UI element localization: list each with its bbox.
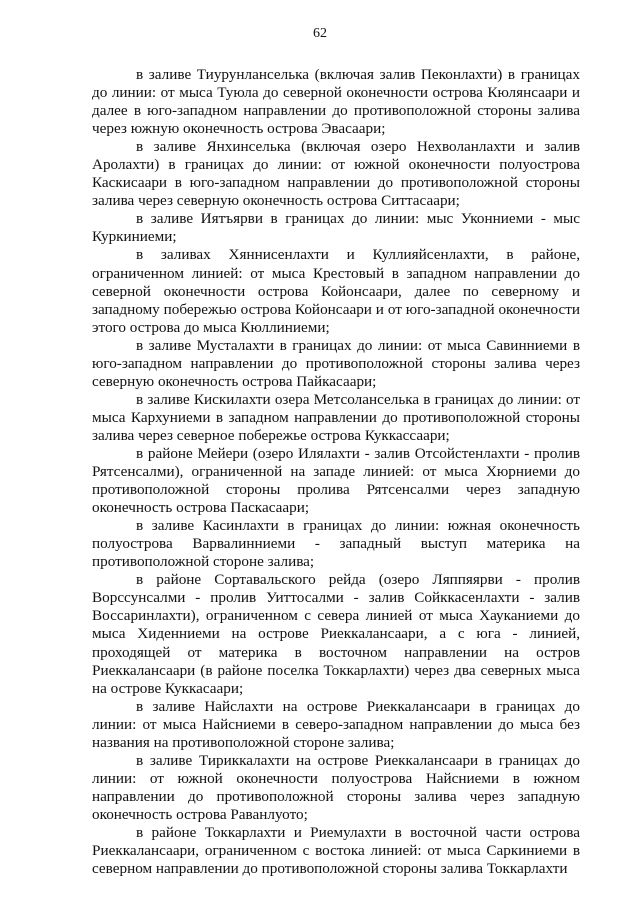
paragraph: в районе Мейери (озеро Илялахти - залив Отсойстенлахти - пролив Рятсенсалми), ограниченной на западе линией: от мыса Хюрниеми до противоположной стороны пролива Рятсенсалми через западную оконечность острова Паскасаари; <box>92 444 580 517</box>
paragraph: в районе Токкарлахти и Риемулахти в восточной части острова Риеккалансаари, ограниченном с востока линией: от мыса Саркиниеми в северном направлении до противоположной стороны залива Токкарлахти <box>92 823 580 878</box>
paragraph: в заливе Янхинселька (включая озеро Нехволанлахти и залив Аролахти) в границах до линии: от южной оконечности полуострова Каскисаари в юго-западном направлении до противоположной стороны залива через северную оконечность острова Ситтасаари; <box>92 138 580 210</box>
page-number: 62 <box>313 26 327 41</box>
paragraph: в заливе Иятъярви в границах до линии: мыс Уконниеми - мыс Куркиниеми; <box>92 210 580 246</box>
paragraph: в районе Сортавальского рейда (озеро Ляппяярви - пролив Ворссунсалми - пролив Уиттосалми - залив Сойккасенлахти - залив Воссаринлахти), ограниченном с севера линией от мыса Хауканиеми до мыса Хиденниеми на острове Риеккалансаари, а с юга - линией, проходящей от материка в восточном направлении на остров Риеккалансаари (в районе поселка Токкарлахти) через два северных мыса на острове Куккасаари; <box>92 571 580 697</box>
paragraph: в заливе Найслахти на острове Риеккалансаари в границах до линии: от мыса Найсниеми в северо-западном направлении до мыса без названия на противоположной стороне залива; <box>92 697 580 751</box>
paragraph: в заливе Кискилахти озера Метсоланселька в границах до линии: от мыса Кархуниеми в западном направлении до противоположной стороны залива через северное побережье острова Куккассаари; <box>92 390 580 444</box>
document-body <box>92 66 580 878</box>
paragraph: в заливах Хяннисенлахти и Куллияйсенлахти, в районе, ограниченном линией: от мыса Крестовый в западном направлении до северной оконечности острова Койонсаари, далее по северному и западному побережью острова Койонсаари и от юго-западной оконечности этого острова до мыса Кюллиниеми; <box>92 246 580 336</box>
paragraph: в заливе Тиурунланселька (включая залив Пеконлахти) в границах до линии: от мыса Туюла до северной оконечности острова Кюлянсаари и далее в юго-западном направлении до противоположной стороны залива через южную оконечность острова Эвасаари; <box>92 66 580 138</box>
paragraph: в заливе Тириккалахти на острове Риеккалансаари в границах до линии: от южной оконечности полуострова Найсниеми в южном направлении до противоположной стороны залива через западную оконечность острова Раванлуото; <box>92 751 580 823</box>
paragraph: в заливе Касинлахти в границах до линии: южная оконечность полуострова Варвалинниеми - западный выступ материка на противоположной стороне залива; <box>92 517 580 571</box>
paragraph: в заливе Мусталахти в границах до линии: от мыса Савинниеми в юго-западном направлении до противоположной стороны залива через северную оконечность острова Пайкасаари; <box>92 336 580 390</box>
